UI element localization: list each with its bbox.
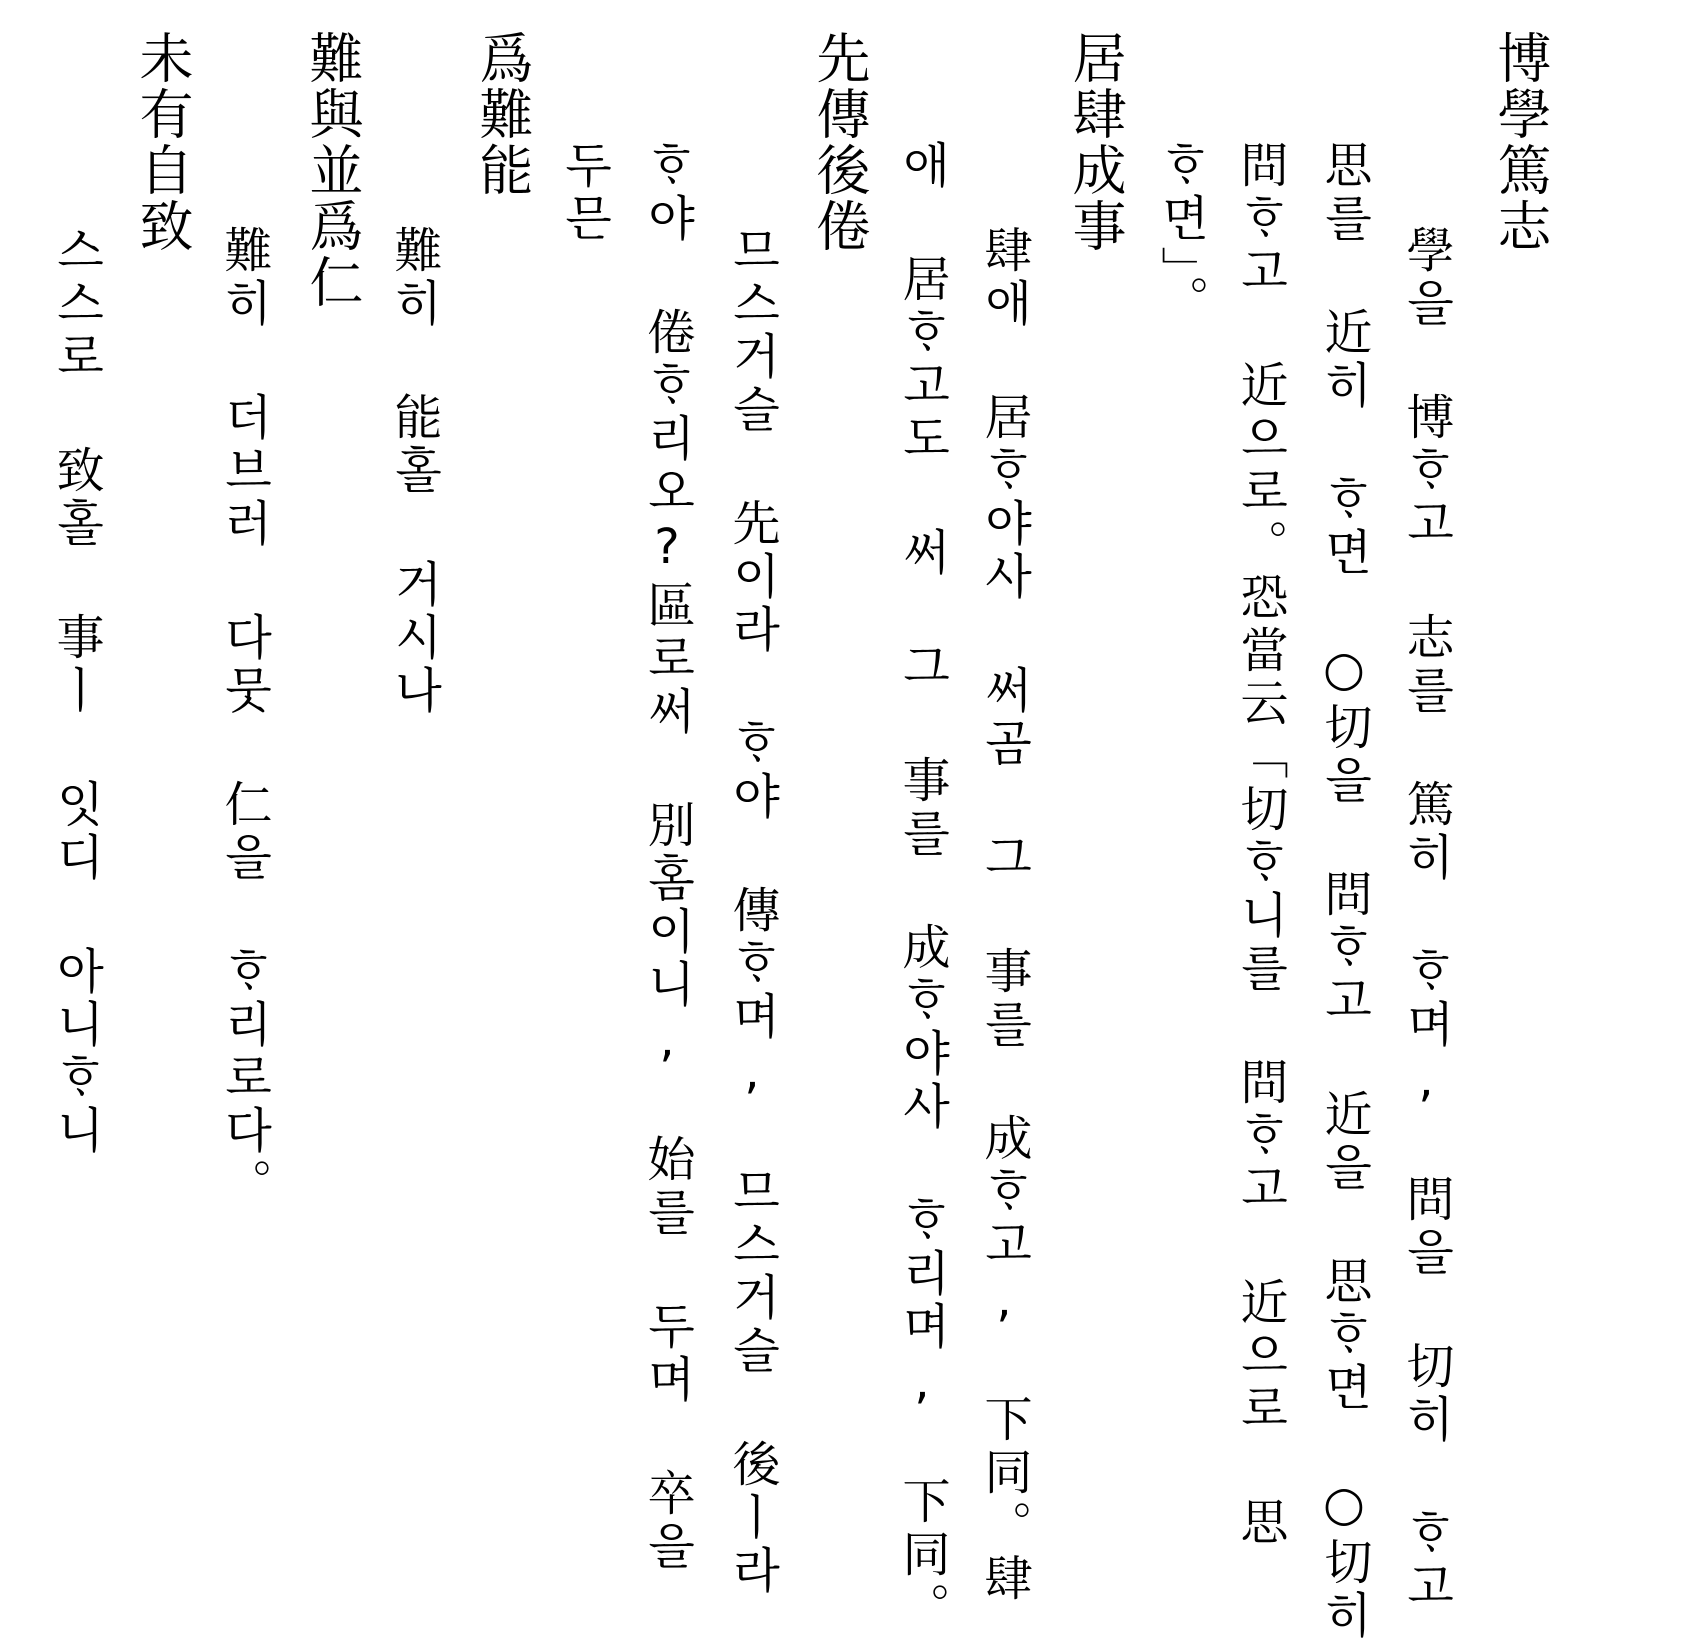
heading-seonjeon-hugwon: 先傳後倦 xyxy=(808,30,871,254)
heading-miyu-jachi: 未有自致 xyxy=(131,30,194,254)
text-line: 難히 能홀 거시나 xyxy=(386,225,442,718)
text-line: 學을 博ᄒᆞ고 志를 篤히 ᄒᆞ며, 問을 切히 ᄒᆞ고 xyxy=(1398,225,1454,1614)
text-line: 애 居ᄒᆞ고도 써 그 事를 成ᄒᆞ야사 ᄒᆞ리며, 下同。 xyxy=(894,140,950,1635)
text-line: 스스로 致홀 事ㅣ 잇디 아니ᄒᆞ니 xyxy=(48,225,104,1158)
heading-bohak-dokji: 博學篤志 xyxy=(1489,30,1552,254)
text-line: 思를 近히 ᄒᆞ면 ○切을 問ᄒᆞ고 近을 思ᄒᆞ면 ○切히 xyxy=(1316,140,1372,1643)
text-line: ᄒᆞ면」。 xyxy=(1153,140,1209,328)
heading-nan-yeo-byeong-wiin: 難與並爲仁 xyxy=(301,30,364,310)
heading-wi-nanneung: 爲難能 xyxy=(471,30,534,198)
text-line: 問ᄒᆞ고 近으로。恐當云「切ᄒᆞ니를 問ᄒᆞ고 近으로 思 xyxy=(1232,140,1288,1550)
text-line: ᄒᆞ야 倦ᄒᆞ리오?區로써 別홈이니, 始를 두며 卒을 xyxy=(639,140,695,1574)
text-line: 難히 더브러 다뭇 仁을 ᄒᆞ리로다。 xyxy=(216,225,272,1211)
text-line: 므스거슬 先이라 ᄒᆞ야 傳ᄒᆞ며, 므스거슬 後ㅣ라 xyxy=(724,225,780,1598)
text-line: 두믄 xyxy=(556,140,612,246)
text-line: 肆애 居ᄒᆞ야사 써곰 그 事를 成ᄒᆞ고, 下同。肆 xyxy=(976,225,1032,1606)
heading-geosa-seongsa: 居肆成事 xyxy=(1064,30,1127,254)
